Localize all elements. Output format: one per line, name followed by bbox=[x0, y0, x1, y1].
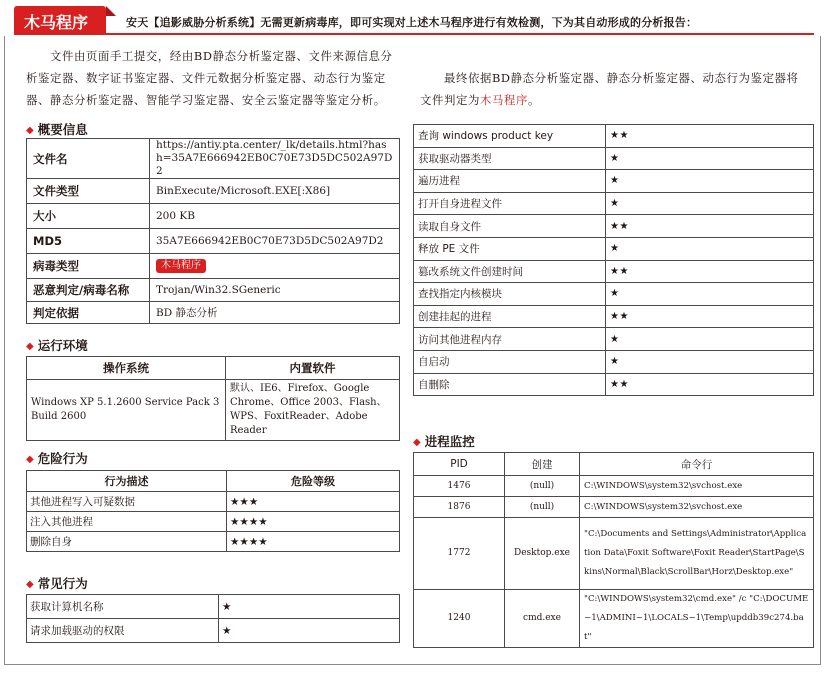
process-col-create: 创建 bbox=[505, 453, 580, 476]
section-common-label: 常见行为 bbox=[37, 576, 88, 591]
behavior-level: ★ bbox=[606, 147, 814, 170]
intro-verdict-prefix: 最终依据BD静态分析鉴定器、静态分析鉴定器、动态行为鉴定器将文件判定为 bbox=[420, 71, 799, 107]
overview-value bbox=[150, 254, 400, 279]
overview-key: 病毒类型 bbox=[27, 254, 150, 279]
section-danger-label: 危险行为 bbox=[37, 451, 88, 466]
process-col-pid: PID bbox=[414, 453, 505, 476]
behavior-desc: 自启动 bbox=[414, 350, 606, 373]
intro-left bbox=[26, 45, 402, 111]
danger-col-level: 危险等级 bbox=[227, 471, 400, 492]
table-row bbox=[27, 229, 400, 254]
behavior-desc: 遍历进程 bbox=[414, 170, 606, 193]
danger-table bbox=[26, 470, 400, 552]
process-create: (null) bbox=[505, 497, 580, 518]
process-create: cmd.exe bbox=[505, 590, 580, 648]
table-row bbox=[414, 170, 814, 193]
overview-key: 文件名 bbox=[27, 139, 150, 179]
process-pid: 1476 bbox=[414, 476, 505, 497]
overview-value: 200 KB bbox=[150, 204, 400, 229]
table-row bbox=[27, 279, 400, 302]
section-bullet-icon: ◆ bbox=[26, 454, 34, 465]
behavior-desc: 其他进程写入可疑数据 bbox=[27, 492, 227, 512]
table-row bbox=[414, 192, 814, 215]
intro-right bbox=[420, 45, 804, 111]
table-row bbox=[414, 373, 814, 396]
behavior-desc: 自删除 bbox=[414, 373, 606, 396]
behavior-level: ★★★ bbox=[227, 492, 400, 512]
table-header-row bbox=[414, 453, 814, 476]
table-row bbox=[414, 260, 814, 283]
behavior-level: ★★ bbox=[606, 305, 814, 328]
table-row bbox=[27, 254, 400, 279]
table-row bbox=[414, 125, 814, 148]
overview-key: MD5 bbox=[27, 229, 150, 254]
behavior-desc: 请求加载驱动的权限 bbox=[27, 619, 219, 643]
behavior-desc: 读取自身文件 bbox=[414, 215, 606, 238]
overview-table bbox=[26, 138, 400, 324]
section-bullet-icon: ◆ bbox=[26, 125, 34, 136]
section-danger-title bbox=[26, 449, 88, 467]
common-table bbox=[26, 594, 400, 643]
table-row bbox=[414, 237, 814, 260]
process-pid: 1876 bbox=[414, 497, 505, 518]
virus-type-badge: 木马程序 bbox=[156, 259, 206, 273]
behavior-desc: 查询 windows product key bbox=[414, 125, 606, 148]
process-cmd: C:\WINDOWS\system32\svchost.exe bbox=[580, 476, 814, 497]
section-environment-title bbox=[26, 336, 88, 354]
overview-key: 恶意判定/病毒名称 bbox=[27, 279, 150, 302]
table-row bbox=[414, 328, 814, 351]
header-rule bbox=[14, 33, 814, 35]
process-pid: 1772 bbox=[414, 518, 505, 590]
table-row bbox=[27, 139, 400, 179]
intro-verdict: 木马程序 bbox=[479, 93, 528, 107]
behavior-level: ★★ bbox=[606, 125, 814, 148]
behavior-desc: 获取计算机名称 bbox=[27, 595, 219, 619]
table-row bbox=[414, 147, 814, 170]
table-row bbox=[27, 532, 400, 552]
table-row bbox=[27, 619, 400, 643]
header-tab-label: 木马程序 bbox=[24, 13, 89, 32]
process-cmd: "C:\Documents and Settings\Administrator\Application Data\Foxit Software\Foxit Reader\StartPage\Skins\Normal\Black\ScrollBar\Horz\Desktop.exe" bbox=[580, 518, 814, 590]
behavior-level: ★ bbox=[606, 237, 814, 260]
section-common-title bbox=[26, 574, 88, 592]
behavior-level: ★ bbox=[606, 283, 814, 306]
process-table bbox=[413, 452, 814, 648]
section-bullet-icon: ◆ bbox=[26, 341, 34, 352]
danger-col-desc: 行为描述 bbox=[27, 471, 227, 492]
table-row bbox=[27, 380, 400, 441]
table-header-row bbox=[27, 471, 400, 492]
overview-value: BinExecute/Microsoft.EXE[:X86] bbox=[150, 179, 400, 204]
table-row bbox=[414, 215, 814, 238]
table-row bbox=[27, 302, 400, 324]
header-tab-fold bbox=[106, 6, 116, 16]
header-tab bbox=[14, 6, 106, 34]
process-cmd: C:\WINDOWS\system32\svchost.exe bbox=[580, 497, 814, 518]
table-row bbox=[27, 492, 400, 512]
behavior-level: ★★ bbox=[606, 373, 814, 396]
environment-table bbox=[26, 356, 400, 441]
behavior-level: ★ bbox=[219, 595, 400, 619]
behavior-desc: 获取驱动器类型 bbox=[414, 147, 606, 170]
header-title: 安天【追影威胁分析系统】无需更新病毒库，即可实现对上述木马程序进行有效检测，下为其自动形成的分析报告： bbox=[126, 16, 698, 29]
section-overview-title bbox=[26, 120, 88, 138]
table-row bbox=[414, 497, 814, 518]
behavior-desc: 释放 PE 文件 bbox=[414, 237, 606, 260]
behavior-level: ★★★★ bbox=[227, 512, 400, 532]
env-col-os: 操作系统 bbox=[27, 357, 226, 380]
table-header-row bbox=[27, 357, 400, 380]
table-row bbox=[27, 512, 400, 532]
behavior-level: ★★ bbox=[606, 260, 814, 283]
behavior-desc: 打开自身进程文件 bbox=[414, 192, 606, 215]
table-row bbox=[414, 476, 814, 497]
table-row bbox=[414, 283, 814, 306]
common-more-table bbox=[413, 124, 814, 396]
table-row bbox=[414, 305, 814, 328]
section-overview-label: 概要信息 bbox=[37, 122, 88, 137]
table-row bbox=[414, 518, 814, 590]
process-create: (null) bbox=[505, 476, 580, 497]
env-os-value: Windows XP 5.1.2600 Service Pack 3 Build 2600 bbox=[27, 380, 226, 441]
section-environment-label: 运行环境 bbox=[37, 338, 88, 353]
table-row bbox=[414, 350, 814, 373]
section-bullet-icon: ◆ bbox=[26, 579, 34, 590]
section-bullet-icon: ◆ bbox=[413, 437, 421, 448]
behavior-level: ★★ bbox=[606, 215, 814, 238]
process-cmd: "C:\WINDOWS\system32\cmd.exe" /c "C:\DOCUME~1\ADMINI~1\LOCALS~1\Temp\upddb39c274.bat" bbox=[580, 590, 814, 648]
table-row bbox=[27, 179, 400, 204]
overview-value: Trojan/Win32.SGeneric bbox=[150, 279, 400, 302]
section-process-title bbox=[413, 432, 475, 450]
intro-paragraph-1: 文件由页面手工提交，经由BD静态分析鉴定器、文件来源信息分析鉴定器、数字证书鉴定器、文件元数据分析鉴定器、动态行为鉴定器、静态分析鉴定器、智能学习鉴定器、安全云鉴定器等鉴定分析。 bbox=[26, 49, 393, 107]
behavior-desc: 访问其他进程内存 bbox=[414, 328, 606, 351]
overview-value: 35A7E666942EB0C70E73D5DC502A97D2 bbox=[150, 229, 400, 254]
table-row bbox=[27, 204, 400, 229]
table-row bbox=[27, 595, 400, 619]
process-col-cmd: 命令行 bbox=[580, 453, 814, 476]
overview-key: 判定依据 bbox=[27, 302, 150, 324]
behavior-desc: 查找指定内核模块 bbox=[414, 283, 606, 306]
env-software-value: 默认、IE6、Firefox、Google Chrome、Office 2003、Flash、WPS、FoxitReader、Adobe Reader bbox=[226, 380, 400, 441]
process-create: Desktop.exe bbox=[505, 518, 580, 590]
overview-value: https://antiy.pta.center/_lk/details.html?hash=35A7E666942EB0C70E73D5DC502A97D2 bbox=[150, 139, 400, 179]
overview-key: 文件类型 bbox=[27, 179, 150, 204]
behavior-desc: 篡改系统文件创建时间 bbox=[414, 260, 606, 283]
behavior-level: ★ bbox=[606, 350, 814, 373]
env-col-software: 内置软件 bbox=[226, 357, 400, 380]
behavior-level: ★ bbox=[606, 170, 814, 193]
overview-key: 大小 bbox=[27, 204, 150, 229]
behavior-level: ★ bbox=[606, 328, 814, 351]
intro-paragraph-2 bbox=[420, 67, 804, 111]
behavior-level: ★ bbox=[219, 619, 400, 643]
behavior-level: ★ bbox=[606, 192, 814, 215]
behavior-desc: 创建挂起的进程 bbox=[414, 305, 606, 328]
process-pid: 1240 bbox=[414, 590, 505, 648]
behavior-level: ★★★★ bbox=[227, 532, 400, 552]
table-row bbox=[414, 590, 814, 648]
behavior-desc: 注入其他进程 bbox=[27, 512, 227, 532]
overview-value: BD 静态分析 bbox=[150, 302, 400, 324]
section-process-label: 进程监控 bbox=[424, 434, 475, 449]
behavior-desc: 删除自身 bbox=[27, 532, 227, 552]
intro-verdict-suffix: 。 bbox=[527, 93, 540, 107]
